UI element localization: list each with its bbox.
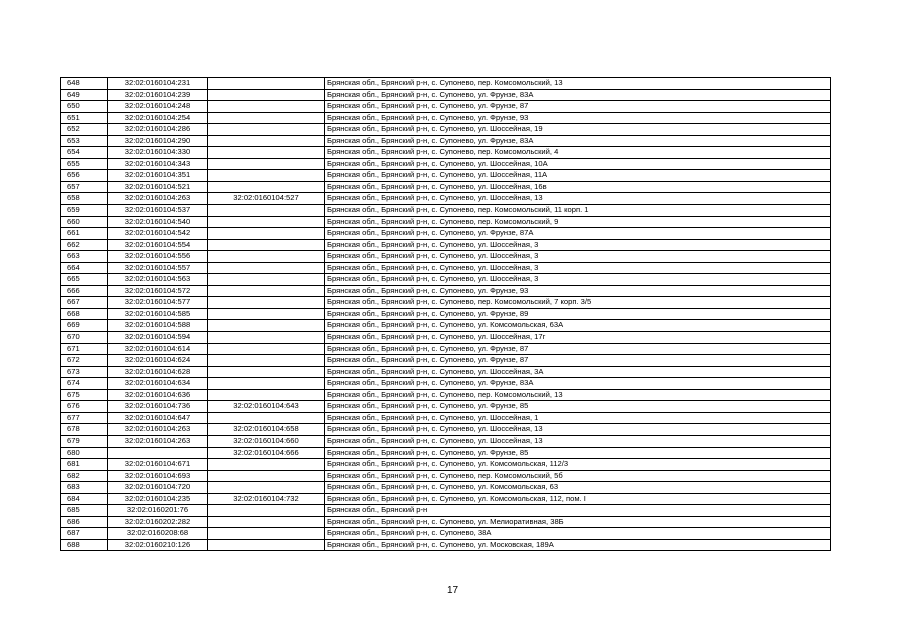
related-cadastral-number-cell: [208, 78, 325, 89]
address-cell: Брянская обл., Брянский р-н, с. Супонево, пер. Комсомольский, 9: [325, 217, 831, 228]
table-row: [61, 136, 831, 148]
table-row: [61, 286, 831, 298]
cadastral-number-cell: 32:02:0160104:572: [108, 286, 208, 297]
cadastral-number-cell: 32:02:0160104:554: [108, 240, 208, 251]
cadastral-number-cell: 32:02:0160104:647: [108, 413, 208, 424]
related-cadastral-number-cell: 32:02:0160104:658: [208, 424, 325, 435]
address-cell: Брянская обл., Брянский р-н, с. Супонево, ул. Фрунзе, 93: [325, 113, 831, 124]
related-cadastral-number-cell: [208, 240, 325, 251]
address-cell: Брянская обл., Брянский р-н, с. Супонево, ул. Фрунзе, 85: [325, 401, 831, 412]
row-number-cell: 652: [61, 124, 108, 135]
cadastral-number-cell: 32:02:0160104:636: [108, 390, 208, 401]
address-cell: Брянская обл., Брянский р-н, с. Супонево, ул. Фрунзе, 87: [325, 344, 831, 355]
cadastral-number-cell: 32:02:0160104:248: [108, 101, 208, 112]
row-number-cell: 667: [61, 297, 108, 308]
address-cell: Брянская обл., Брянский р-н, с. Супонево, ул. Шоссейная, 10А: [325, 159, 831, 170]
address-cell: Брянская обл., Брянский р-н: [325, 505, 831, 516]
cadastral-number-cell: 32:02:0160104:736: [108, 401, 208, 412]
row-number-cell: 682: [61, 471, 108, 482]
table-row: [61, 471, 831, 483]
cadastral-number-cell: 32:02:0160104:521: [108, 182, 208, 193]
table-row: [61, 90, 831, 102]
related-cadastral-number-cell: [208, 124, 325, 135]
row-number-cell: 673: [61, 367, 108, 378]
address-cell: Брянская обл., Брянский р-н, с. Супонево, ул. Фрунзе, 83А: [325, 378, 831, 389]
table-row: [61, 332, 831, 344]
row-number-cell: 680: [61, 448, 108, 459]
related-cadastral-number-cell: [208, 182, 325, 193]
cadastral-number-cell: 32:02:0160201:76: [108, 505, 208, 516]
related-cadastral-number-cell: 32:02:0160104:643: [208, 401, 325, 412]
cadastral-number-cell: 32:02:0160104:290: [108, 136, 208, 147]
related-cadastral-number-cell: [208, 90, 325, 101]
address-cell: Брянская обл., Брянский р-н, с. Супонево, ул. Шоссейная, 11А: [325, 170, 831, 181]
row-number-cell: 687: [61, 528, 108, 539]
row-number-cell: 658: [61, 193, 108, 204]
cadastral-number-cell: 32:02:0160104:537: [108, 205, 208, 216]
row-number-cell: 649: [61, 90, 108, 101]
cadastral-number-cell: 32:02:0160104:540: [108, 217, 208, 228]
table-row: [61, 124, 831, 136]
address-cell: Брянская обл., Брянский р-н, с. Супонево, ул. Фрунзе, 87: [325, 355, 831, 366]
row-number-cell: 654: [61, 147, 108, 158]
row-number-cell: 675: [61, 390, 108, 401]
table-row: [61, 459, 831, 471]
cadastral-number-cell: 32:02:0160104:542: [108, 228, 208, 239]
row-number-cell: 677: [61, 413, 108, 424]
row-number-cell: 670: [61, 332, 108, 343]
related-cadastral-number-cell: [208, 113, 325, 124]
related-cadastral-number-cell: [208, 459, 325, 470]
row-number-cell: 648: [61, 78, 108, 89]
table-row: [61, 297, 831, 309]
address-cell: Брянская обл., Брянский р-н, с. Супонево, ул. Шоссейная, 19: [325, 124, 831, 135]
related-cadastral-number-cell: [208, 540, 325, 551]
address-cell: Брянская обл., Брянский р-н, с. Супонево, ул. Комсомольская, 112, пом. I: [325, 494, 831, 505]
table-row: [61, 367, 831, 379]
address-cell: Брянская обл., Брянский р-н, с. Супонево, ул. Фрунзе, 89: [325, 309, 831, 320]
row-number-cell: 685: [61, 505, 108, 516]
related-cadastral-number-cell: [208, 136, 325, 147]
related-cadastral-number-cell: 32:02:0160104:732: [208, 494, 325, 505]
table-row: [61, 228, 831, 240]
row-number-cell: 688: [61, 540, 108, 551]
row-number-cell: 674: [61, 378, 108, 389]
address-cell: Брянская обл., Брянский р-н, с. Супонево, ул. Шоссейная, 1: [325, 413, 831, 424]
table-row: [61, 320, 831, 332]
cadastral-number-cell: 32:02:0160104:231: [108, 78, 208, 89]
address-cell: Брянская обл., Брянский р-н, с. Супонево, ул. Фрунзе, 93: [325, 286, 831, 297]
related-cadastral-number-cell: [208, 482, 325, 493]
related-cadastral-number-cell: 32:02:0160104:666: [208, 448, 325, 459]
address-cell: Брянская обл., Брянский р-н, с. Супонево, пер. Комсомольский, 5б: [325, 471, 831, 482]
table-row: [61, 263, 831, 275]
address-cell: Брянская обл., Брянский р-н, с. Супонево, ул. Шоссейная, 3: [325, 263, 831, 274]
cadastral-number-cell: 32:02:0160104:330: [108, 147, 208, 158]
row-number-cell: 668: [61, 309, 108, 320]
table-row: [61, 413, 831, 425]
related-cadastral-number-cell: [208, 332, 325, 343]
related-cadastral-number-cell: [208, 170, 325, 181]
address-cell: Брянская обл., Брянский р-н, с. Супонево, ул. Фрунзе, 87: [325, 101, 831, 112]
address-cell: Брянская обл., Брянский р-н, с. Супонево, ул. Шоссейная, 16в: [325, 182, 831, 193]
related-cadastral-number-cell: [208, 147, 325, 158]
address-cell: Брянская обл., Брянский р-н, с. Супонево, ул. Фрунзе, 87А: [325, 228, 831, 239]
related-cadastral-number-cell: [208, 517, 325, 528]
row-number-cell: 656: [61, 170, 108, 181]
table-row: [61, 101, 831, 113]
address-cell: Брянская обл., Брянский р-н, с. Супонево, пер. Комсомольский, 13: [325, 390, 831, 401]
table-row: [61, 274, 831, 286]
cadastral-number-cell: [108, 448, 208, 459]
address-cell: Брянская обл., Брянский р-н, с. Супонево, ул. Комсомольская, 112/3: [325, 459, 831, 470]
related-cadastral-number-cell: [208, 159, 325, 170]
cadastral-number-cell: 32:02:0160104:263: [108, 193, 208, 204]
cadastral-number-cell: 32:02:0160104:557: [108, 263, 208, 274]
table-row: [61, 251, 831, 263]
address-cell: Брянская обл., Брянский р-н, с. Супонево, пер. Комсомольский, 4: [325, 147, 831, 158]
row-number-cell: 684: [61, 494, 108, 505]
row-number-cell: 683: [61, 482, 108, 493]
related-cadastral-number-cell: [208, 355, 325, 366]
address-cell: Брянская обл., Брянский р-н, с. Супонево, ул. Шоссейная, 13: [325, 436, 831, 447]
table-row: [61, 78, 831, 90]
table-row: [61, 193, 831, 205]
address-cell: Брянская обл., Брянский р-н, с. Супонево, пер. Комсомольский, 7 корп. 3/5: [325, 297, 831, 308]
table-row: [61, 355, 831, 367]
table-row: [61, 217, 831, 229]
related-cadastral-number-cell: [208, 205, 325, 216]
cadastral-number-cell: 32:02:0160104:239: [108, 90, 208, 101]
table-row: [61, 390, 831, 402]
address-cell: Брянская обл., Брянский р-н, с. Супонево, ул. Шоссейная, 3: [325, 251, 831, 262]
address-cell: Брянская обл., Брянский р-н, с. Супонево, ул. Комсомольская, 63А: [325, 320, 831, 331]
table-row: [61, 448, 831, 460]
related-cadastral-number-cell: [208, 309, 325, 320]
related-cadastral-number-cell: [208, 378, 325, 389]
cadastral-number-cell: 32:02:0160104:588: [108, 320, 208, 331]
table-row: [61, 540, 831, 552]
cadastral-number-cell: 32:02:0160104:286: [108, 124, 208, 135]
address-cell: Брянская обл., Брянский р-н, с. Супонево, ул. Фрунзе, 85: [325, 448, 831, 459]
table-row: [61, 494, 831, 506]
cadastral-number-cell: 32:02:0160104:263: [108, 424, 208, 435]
related-cadastral-number-cell: [208, 320, 325, 331]
table-row: [61, 401, 831, 413]
cadastral-number-cell: 32:02:0160104:577: [108, 297, 208, 308]
row-number-cell: 681: [61, 459, 108, 470]
cadastral-number-cell: 32:02:0160210:126: [108, 540, 208, 551]
table-row: [61, 182, 831, 194]
cadastral-number-cell: 32:02:0160104:254: [108, 113, 208, 124]
cadastral-number-cell: 32:02:0160104:594: [108, 332, 208, 343]
related-cadastral-number-cell: [208, 505, 325, 516]
table-row: [61, 170, 831, 182]
cadastral-number-cell: 32:02:0160104:628: [108, 367, 208, 378]
row-number-cell: 664: [61, 263, 108, 274]
table-row: [61, 240, 831, 252]
table-row: [61, 113, 831, 125]
related-cadastral-number-cell: [208, 528, 325, 539]
cadastral-number-cell: 32:02:0160104:614: [108, 344, 208, 355]
row-number-cell: 655: [61, 159, 108, 170]
related-cadastral-number-cell: [208, 274, 325, 285]
row-number-cell: 676: [61, 401, 108, 412]
cadastral-number-cell: 32:02:0160104:671: [108, 459, 208, 470]
row-number-cell: 665: [61, 274, 108, 285]
row-number-cell: 659: [61, 205, 108, 216]
table-row: [61, 159, 831, 171]
address-cell: Брянская обл., Брянский р-н, с. Супонево, ул. Шоссейная, 17г: [325, 332, 831, 343]
row-number-cell: 672: [61, 355, 108, 366]
address-cell: Брянская обл., Брянский р-н, с. Супонево, ул. Фрунзе, 83А: [325, 136, 831, 147]
table-row: [61, 424, 831, 436]
cadastral-number-cell: 32:02:0160208:68: [108, 528, 208, 539]
cadastral-number-cell: 32:02:0160104:585: [108, 309, 208, 320]
cadastral-number-cell: 32:02:0160104:351: [108, 170, 208, 181]
related-cadastral-number-cell: [208, 251, 325, 262]
address-cell: Брянская обл., Брянский р-н, с. Супонево, пер. Комсомольский, 11 корп. 1: [325, 205, 831, 216]
cadastral-number-cell: 32:02:0160104:235: [108, 494, 208, 505]
cadastral-number-cell: 32:02:0160104:634: [108, 378, 208, 389]
cadastral-number-cell: 32:02:0160104:343: [108, 159, 208, 170]
table-row: [61, 378, 831, 390]
address-cell: Брянская обл., Брянский р-н, с. Супонево, ул. Шоссейная, 3А: [325, 367, 831, 378]
row-number-cell: 679: [61, 436, 108, 447]
address-cell: Брянская обл., Брянский р-н, с. Супонево, 38А: [325, 528, 831, 539]
related-cadastral-number-cell: [208, 413, 325, 424]
address-cell: Брянская обл., Брянский р-н, с. Супонево, ул. Шоссейная, 13: [325, 193, 831, 204]
row-number-cell: 651: [61, 113, 108, 124]
table-row: [61, 436, 831, 448]
table-row: [61, 147, 831, 159]
cadastral-number-cell: 32:02:0160104:263: [108, 436, 208, 447]
address-cell: Брянская обл., Брянский р-н, с. Супонево, ул. Шоссейная, 3: [325, 274, 831, 285]
related-cadastral-number-cell: 32:02:0160104:660: [208, 436, 325, 447]
table-row: [61, 482, 831, 494]
table-row: [61, 517, 831, 529]
row-number-cell: 678: [61, 424, 108, 435]
cadastral-number-cell: 32:02:0160104:720: [108, 482, 208, 493]
page-number: 17: [446, 585, 459, 596]
table-row: [61, 205, 831, 217]
table-row: [61, 505, 831, 517]
related-cadastral-number-cell: [208, 344, 325, 355]
related-cadastral-number-cell: [208, 367, 325, 378]
cadastral-table: [60, 77, 831, 551]
related-cadastral-number-cell: [208, 471, 325, 482]
cadastral-number-cell: 32:02:0160104:556: [108, 251, 208, 262]
row-number-cell: 666: [61, 286, 108, 297]
row-number-cell: 650: [61, 101, 108, 112]
cadastral-number-cell: 32:02:0160104:563: [108, 274, 208, 285]
related-cadastral-number-cell: [208, 217, 325, 228]
row-number-cell: 669: [61, 320, 108, 331]
address-cell: Брянская обл., Брянский р-н, с. Супонево, ул. Фрунзе, 83А: [325, 90, 831, 101]
cadastral-number-cell: 32:02:0160104:624: [108, 355, 208, 366]
related-cadastral-number-cell: 32:02:0160104:527: [208, 193, 325, 204]
row-number-cell: 661: [61, 228, 108, 239]
table-row: [61, 344, 831, 356]
address-cell: Брянская обл., Брянский р-н, с. Супонево, ул. Комсомольская, 63: [325, 482, 831, 493]
table-row: [61, 528, 831, 540]
row-number-cell: 662: [61, 240, 108, 251]
cadastral-number-cell: 32:02:0160202:282: [108, 517, 208, 528]
table-row: [61, 309, 831, 321]
row-number-cell: 653: [61, 136, 108, 147]
address-cell: Брянская обл., Брянский р-н, с. Супонево, пер. Комсомольский, 13: [325, 78, 831, 89]
address-cell: Брянская обл., Брянский р-н, с. Супонево, ул. Московская, 189А: [325, 540, 831, 551]
row-number-cell: 660: [61, 217, 108, 228]
related-cadastral-number-cell: [208, 101, 325, 112]
address-cell: Брянская обл., Брянский р-н, с. Супонево, ул. Шоссейная, 3: [325, 240, 831, 251]
row-number-cell: 657: [61, 182, 108, 193]
address-cell: Брянская обл., Брянский р-н, с. Супонево, ул. Шоссейная, 13: [325, 424, 831, 435]
related-cadastral-number-cell: [208, 286, 325, 297]
related-cadastral-number-cell: [208, 263, 325, 274]
row-number-cell: 671: [61, 344, 108, 355]
row-number-cell: 663: [61, 251, 108, 262]
related-cadastral-number-cell: [208, 228, 325, 239]
related-cadastral-number-cell: [208, 390, 325, 401]
row-number-cell: 686: [61, 517, 108, 528]
cadastral-number-cell: 32:02:0160104:693: [108, 471, 208, 482]
address-cell: Брянская обл., Брянский р-н, с. Супонево, ул. Мелиоративная, 38Б: [325, 517, 831, 528]
related-cadastral-number-cell: [208, 297, 325, 308]
